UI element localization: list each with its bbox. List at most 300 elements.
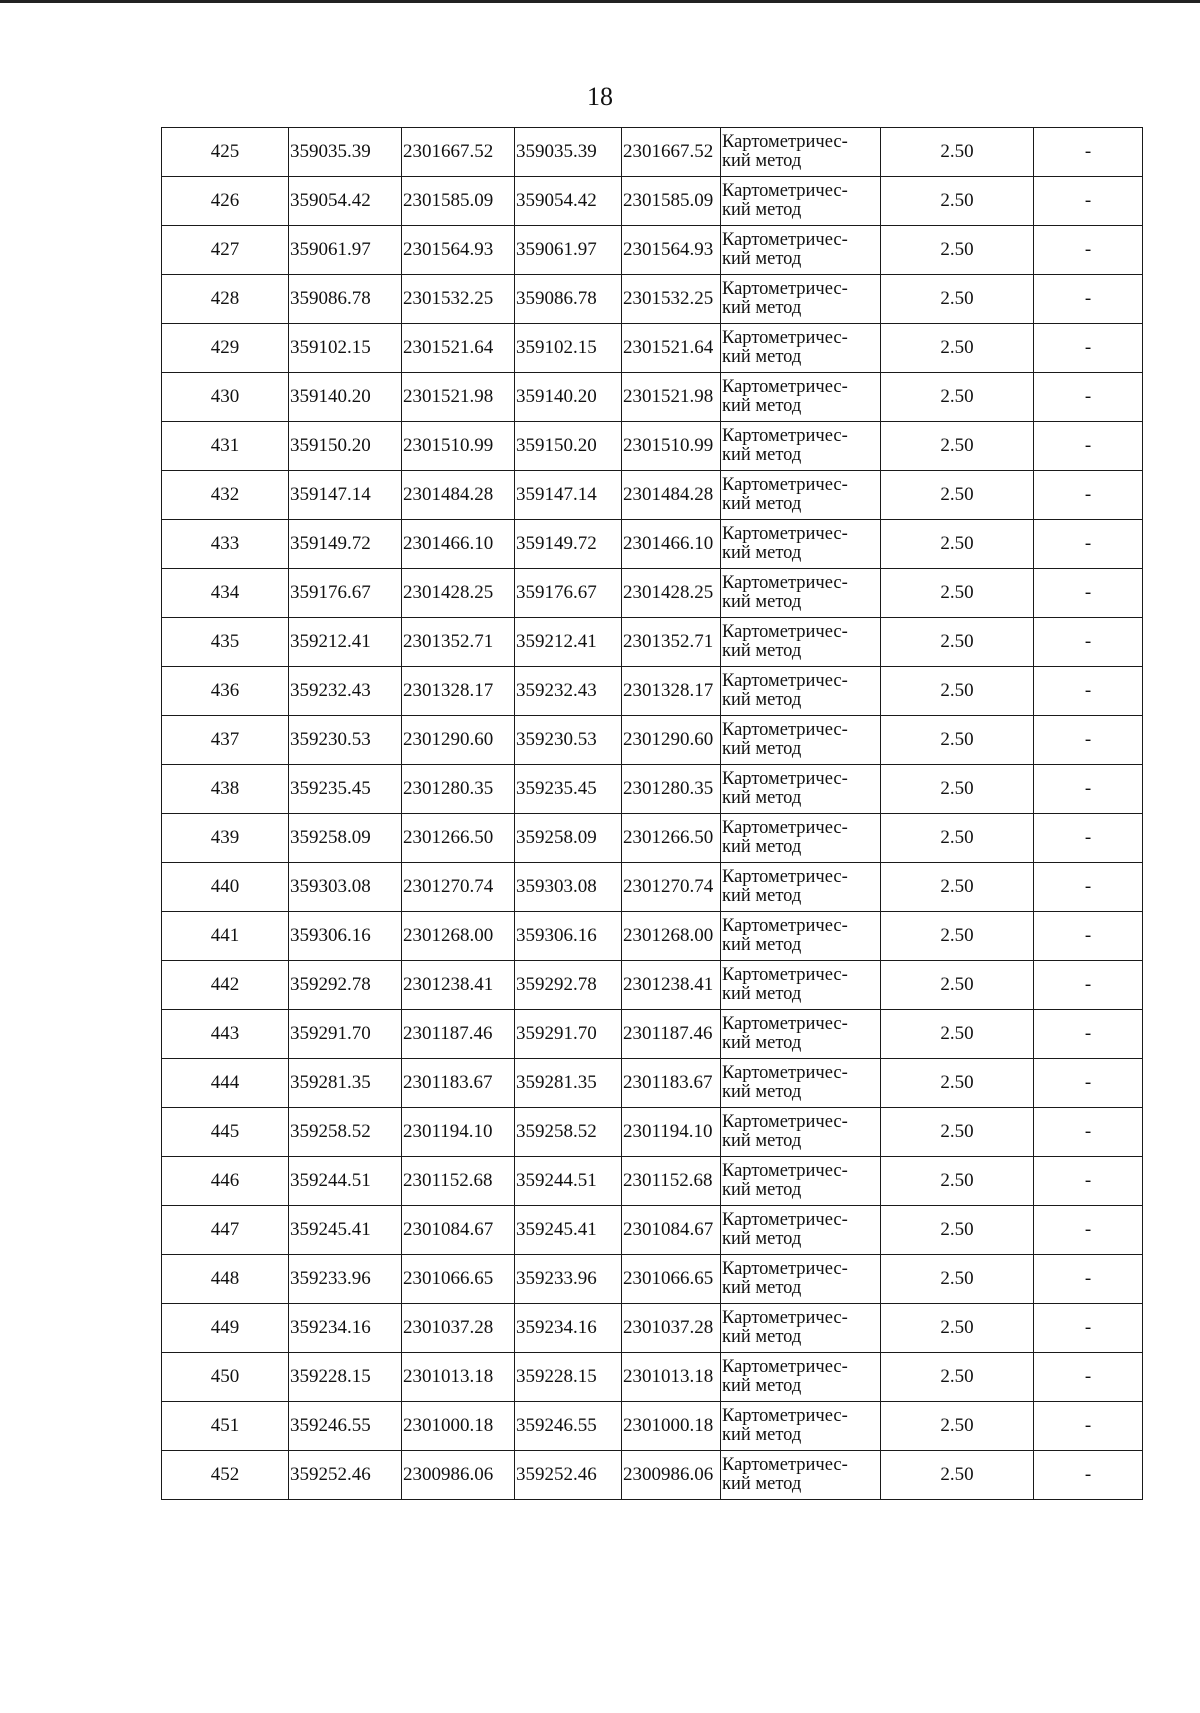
x-refined-cell: 359140.20 (515, 373, 622, 422)
x-existing-cell: 359147.14 (289, 471, 402, 520)
x-existing-cell: 359212.41 (289, 618, 402, 667)
method-line-1: Картометричес- (722, 475, 848, 495)
point-number-cell: 435 (162, 618, 289, 667)
table-row (162, 1206, 1143, 1255)
accuracy-cell: 2.50 (881, 912, 1034, 961)
x-existing-cell: 359258.09 (289, 814, 402, 863)
method-cell (721, 814, 881, 863)
y-existing-cell: 2301521.64 (402, 324, 515, 373)
method-line-1: Картометричес- (722, 1406, 848, 1426)
x-existing-cell: 359176.67 (289, 569, 402, 618)
accuracy-cell: 2.50 (881, 1451, 1034, 1500)
y-existing-cell: 2301000.18 (402, 1402, 515, 1451)
accuracy-cell: 2.50 (881, 275, 1034, 324)
y-refined-cell: 2301000.18 (622, 1402, 721, 1451)
method-line-2: кий метод (722, 1474, 802, 1494)
x-refined-cell: 359086.78 (515, 275, 622, 324)
accuracy-cell: 2.50 (881, 814, 1034, 863)
note-cell: - (1034, 275, 1143, 324)
point-number-cell: 428 (162, 275, 289, 324)
x-existing-cell: 359035.39 (289, 128, 402, 177)
y-refined-cell: 2301667.52 (622, 128, 721, 177)
y-refined-cell: 2301238.41 (622, 961, 721, 1010)
table-row (162, 1451, 1143, 1500)
method-line-2: кий метод (722, 200, 802, 220)
method-line-2: кий метод (722, 788, 802, 808)
y-existing-cell: 2301510.99 (402, 422, 515, 471)
method-cell (721, 1451, 881, 1500)
y-existing-cell: 2301037.28 (402, 1304, 515, 1353)
method-cell (721, 716, 881, 765)
y-existing-cell: 2301194.10 (402, 1108, 515, 1157)
method-line-2: кий метод (722, 151, 802, 171)
method-line-2: кий метод (722, 1033, 802, 1053)
note-cell: - (1034, 373, 1143, 422)
y-refined-cell: 2301084.67 (622, 1206, 721, 1255)
y-existing-cell: 2301270.74 (402, 863, 515, 912)
note-cell: - (1034, 1304, 1143, 1353)
y-existing-cell: 2301466.10 (402, 520, 515, 569)
table-row (162, 1108, 1143, 1157)
accuracy-cell: 2.50 (881, 1353, 1034, 1402)
note-cell: - (1034, 618, 1143, 667)
x-existing-cell: 359292.78 (289, 961, 402, 1010)
x-refined-cell: 359258.09 (515, 814, 622, 863)
note-cell: - (1034, 471, 1143, 520)
note-cell: - (1034, 1451, 1143, 1500)
method-cell (721, 128, 881, 177)
table-row (162, 324, 1143, 373)
y-refined-cell: 2301564.93 (622, 226, 721, 275)
point-number-cell: 450 (162, 1353, 289, 1402)
table-row (162, 1010, 1143, 1059)
method-line-2: кий метод (722, 886, 802, 906)
note-cell: - (1034, 128, 1143, 177)
method-cell (721, 1304, 881, 1353)
accuracy-cell: 2.50 (881, 716, 1034, 765)
method-line-1: Картометричес- (722, 1161, 848, 1181)
x-existing-cell: 359291.70 (289, 1010, 402, 1059)
method-line-2: кий метод (722, 984, 802, 1004)
point-number-cell: 446 (162, 1157, 289, 1206)
table-row (162, 765, 1143, 814)
y-refined-cell: 2301152.68 (622, 1157, 721, 1206)
table-row (162, 814, 1143, 863)
point-number-cell: 430 (162, 373, 289, 422)
x-existing-cell: 359281.35 (289, 1059, 402, 1108)
x-refined-cell: 359246.55 (515, 1402, 622, 1451)
table-row (162, 520, 1143, 569)
x-refined-cell: 359306.16 (515, 912, 622, 961)
method-line-1: Картометричес- (722, 1308, 848, 1328)
y-existing-cell: 2301585.09 (402, 177, 515, 226)
note-cell: - (1034, 324, 1143, 373)
method-cell (721, 1255, 881, 1304)
x-existing-cell: 359054.42 (289, 177, 402, 226)
x-refined-cell: 359212.41 (515, 618, 622, 667)
method-cell (721, 1010, 881, 1059)
accuracy-cell: 2.50 (881, 1157, 1034, 1206)
y-refined-cell: 2301466.10 (622, 520, 721, 569)
method-cell (721, 520, 881, 569)
y-existing-cell: 2301268.00 (402, 912, 515, 961)
method-line-1: Картометричес- (722, 1112, 848, 1132)
note-cell: - (1034, 422, 1143, 471)
point-number-cell: 449 (162, 1304, 289, 1353)
method-line-2: кий метод (722, 1180, 802, 1200)
method-line-2: кий метод (722, 543, 802, 563)
accuracy-cell: 2.50 (881, 1255, 1034, 1304)
note-cell: - (1034, 520, 1143, 569)
table-row (162, 422, 1143, 471)
point-number-cell: 431 (162, 422, 289, 471)
y-refined-cell: 2301290.60 (622, 716, 721, 765)
table-row (162, 1255, 1143, 1304)
x-refined-cell: 359235.45 (515, 765, 622, 814)
table-row (162, 1304, 1143, 1353)
x-refined-cell: 359147.14 (515, 471, 622, 520)
method-line-1: Картометричес- (722, 573, 848, 593)
y-refined-cell: 2301521.64 (622, 324, 721, 373)
point-number-cell: 433 (162, 520, 289, 569)
method-line-2: кий метод (722, 494, 802, 514)
x-existing-cell: 359150.20 (289, 422, 402, 471)
y-existing-cell: 2301667.52 (402, 128, 515, 177)
table-row (162, 1157, 1143, 1206)
accuracy-cell: 2.50 (881, 520, 1034, 569)
x-refined-cell: 359252.46 (515, 1451, 622, 1500)
y-refined-cell: 2301187.46 (622, 1010, 721, 1059)
method-line-1: Картометричес- (722, 1455, 848, 1475)
accuracy-cell: 2.50 (881, 618, 1034, 667)
method-cell (721, 667, 881, 716)
point-number-cell: 443 (162, 1010, 289, 1059)
method-line-2: кий метод (722, 1327, 802, 1347)
y-existing-cell: 2301066.65 (402, 1255, 515, 1304)
page-number: 18 (587, 82, 613, 111)
accuracy-cell: 2.50 (881, 1304, 1034, 1353)
accuracy-cell: 2.50 (881, 1402, 1034, 1451)
method-cell (721, 765, 881, 814)
note-cell: - (1034, 1010, 1143, 1059)
note-cell: - (1034, 667, 1143, 716)
y-existing-cell: 2301352.71 (402, 618, 515, 667)
point-number-cell: 444 (162, 1059, 289, 1108)
method-line-1: Картометричес- (722, 916, 848, 936)
y-existing-cell: 2301280.35 (402, 765, 515, 814)
x-existing-cell: 359303.08 (289, 863, 402, 912)
method-line-1: Картометричес- (722, 769, 848, 789)
accuracy-cell: 2.50 (881, 667, 1034, 716)
point-number-cell: 434 (162, 569, 289, 618)
point-number-cell: 440 (162, 863, 289, 912)
y-refined-cell: 2301484.28 (622, 471, 721, 520)
accuracy-cell: 2.50 (881, 765, 1034, 814)
y-existing-cell: 2300986.06 (402, 1451, 515, 1500)
y-refined-cell: 2301266.50 (622, 814, 721, 863)
accuracy-cell: 2.50 (881, 1108, 1034, 1157)
table-row (162, 716, 1143, 765)
method-cell (721, 422, 881, 471)
method-cell (721, 275, 881, 324)
note-cell: - (1034, 1059, 1143, 1108)
method-line-2: кий метод (722, 298, 802, 318)
method-line-1: Картометричес- (722, 181, 848, 201)
method-cell (721, 961, 881, 1010)
method-line-2: кий метод (722, 837, 802, 857)
method-cell (721, 1108, 881, 1157)
x-existing-cell: 359086.78 (289, 275, 402, 324)
method-line-2: кий метод (722, 1425, 802, 1445)
y-refined-cell: 2301037.28 (622, 1304, 721, 1353)
note-cell: - (1034, 765, 1143, 814)
y-existing-cell: 2301484.28 (402, 471, 515, 520)
accuracy-cell: 2.50 (881, 128, 1034, 177)
point-number-cell: 447 (162, 1206, 289, 1255)
y-refined-cell: 2301194.10 (622, 1108, 721, 1157)
x-existing-cell: 359235.45 (289, 765, 402, 814)
y-existing-cell: 2301238.41 (402, 961, 515, 1010)
x-refined-cell: 359292.78 (515, 961, 622, 1010)
point-number-cell: 441 (162, 912, 289, 961)
x-refined-cell: 359244.51 (515, 1157, 622, 1206)
y-refined-cell: 2301510.99 (622, 422, 721, 471)
note-cell: - (1034, 961, 1143, 1010)
x-refined-cell: 359233.96 (515, 1255, 622, 1304)
y-existing-cell: 2301328.17 (402, 667, 515, 716)
method-line-1: Картометричес- (722, 426, 848, 446)
method-cell (721, 324, 881, 373)
x-existing-cell: 359228.15 (289, 1353, 402, 1402)
method-line-2: кий метод (722, 1229, 802, 1249)
method-line-1: Картометричес- (722, 377, 848, 397)
note-cell: - (1034, 569, 1143, 618)
table-row (162, 275, 1143, 324)
y-existing-cell: 2301187.46 (402, 1010, 515, 1059)
point-number-cell: 427 (162, 226, 289, 275)
method-cell (721, 863, 881, 912)
y-refined-cell: 2301521.98 (622, 373, 721, 422)
method-cell (721, 569, 881, 618)
method-cell (721, 471, 881, 520)
x-refined-cell: 359303.08 (515, 863, 622, 912)
y-refined-cell: 2301013.18 (622, 1353, 721, 1402)
y-existing-cell: 2301532.25 (402, 275, 515, 324)
accuracy-cell: 2.50 (881, 324, 1034, 373)
point-number-cell: 451 (162, 1402, 289, 1451)
method-line-1: Картометричес- (722, 230, 848, 250)
method-cell (721, 226, 881, 275)
point-number-cell: 438 (162, 765, 289, 814)
y-refined-cell: 2301183.67 (622, 1059, 721, 1108)
table-row (162, 912, 1143, 961)
point-number-cell: 452 (162, 1451, 289, 1500)
method-line-2: кий метод (722, 592, 802, 612)
accuracy-cell: 2.50 (881, 422, 1034, 471)
method-line-1: Картометричес- (722, 1357, 848, 1377)
y-refined-cell: 2301532.25 (622, 275, 721, 324)
y-existing-cell: 2301521.98 (402, 373, 515, 422)
method-line-2: кий метод (722, 641, 802, 661)
point-number-cell: 439 (162, 814, 289, 863)
method-line-1: Картометричес- (722, 279, 848, 299)
point-number-cell: 448 (162, 1255, 289, 1304)
method-line-1: Картометричес- (722, 622, 848, 642)
method-line-2: кий метод (722, 445, 802, 465)
top-rule (0, 0, 1200, 3)
accuracy-cell: 2.50 (881, 1059, 1034, 1108)
point-number-cell: 445 (162, 1108, 289, 1157)
point-number-cell: 429 (162, 324, 289, 373)
method-line-1: Картометричес- (722, 965, 848, 985)
method-cell (721, 1402, 881, 1451)
y-existing-cell: 2301290.60 (402, 716, 515, 765)
x-refined-cell: 359150.20 (515, 422, 622, 471)
x-existing-cell: 359149.72 (289, 520, 402, 569)
y-refined-cell: 2301280.35 (622, 765, 721, 814)
table-row (162, 569, 1143, 618)
note-cell: - (1034, 1255, 1143, 1304)
table-row (162, 961, 1143, 1010)
x-existing-cell: 359232.43 (289, 667, 402, 716)
coordinates-table (161, 127, 1143, 1500)
note-cell: - (1034, 177, 1143, 226)
accuracy-cell: 2.50 (881, 569, 1034, 618)
method-line-1: Картометричес- (722, 132, 848, 152)
note-cell: - (1034, 1157, 1143, 1206)
method-line-1: Картометричес- (722, 1014, 848, 1034)
y-refined-cell: 2301328.17 (622, 667, 721, 716)
note-cell: - (1034, 1206, 1143, 1255)
x-refined-cell: 359258.52 (515, 1108, 622, 1157)
table-row (162, 373, 1143, 422)
x-refined-cell: 359230.53 (515, 716, 622, 765)
y-refined-cell: 2301268.00 (622, 912, 721, 961)
method-line-1: Картометричес- (722, 328, 848, 348)
note-cell: - (1034, 1402, 1143, 1451)
method-line-1: Картометричес- (722, 671, 848, 691)
method-cell (721, 1353, 881, 1402)
x-refined-cell: 359234.16 (515, 1304, 622, 1353)
accuracy-cell: 2.50 (881, 1010, 1034, 1059)
method-line-2: кий метод (722, 396, 802, 416)
x-refined-cell: 359176.67 (515, 569, 622, 618)
method-cell (721, 618, 881, 667)
point-number-cell: 437 (162, 716, 289, 765)
table-row (162, 471, 1143, 520)
method-line-2: кий метод (722, 739, 802, 759)
accuracy-cell: 2.50 (881, 177, 1034, 226)
x-existing-cell: 359230.53 (289, 716, 402, 765)
point-number-cell: 426 (162, 177, 289, 226)
x-existing-cell: 359061.97 (289, 226, 402, 275)
method-line-1: Картометричес- (722, 1063, 848, 1083)
x-refined-cell: 359035.39 (515, 128, 622, 177)
y-refined-cell: 2301270.74 (622, 863, 721, 912)
x-existing-cell: 359233.96 (289, 1255, 402, 1304)
method-line-1: Картометричес- (722, 818, 848, 838)
x-existing-cell: 359252.46 (289, 1451, 402, 1500)
table-row (162, 1059, 1143, 1108)
method-cell (721, 1157, 881, 1206)
y-refined-cell: 2301066.65 (622, 1255, 721, 1304)
method-line-2: кий метод (722, 1376, 802, 1396)
method-line-2: кий метод (722, 347, 802, 367)
table-row (162, 177, 1143, 226)
y-refined-cell: 2301352.71 (622, 618, 721, 667)
method-cell (721, 177, 881, 226)
x-existing-cell: 359244.51 (289, 1157, 402, 1206)
x-existing-cell: 359140.20 (289, 373, 402, 422)
y-existing-cell: 2301084.67 (402, 1206, 515, 1255)
x-existing-cell: 359245.41 (289, 1206, 402, 1255)
table-row (162, 667, 1143, 716)
accuracy-cell: 2.50 (881, 863, 1034, 912)
accuracy-cell: 2.50 (881, 961, 1034, 1010)
accuracy-cell: 2.50 (881, 373, 1034, 422)
y-existing-cell: 2301564.93 (402, 226, 515, 275)
method-line-2: кий метод (722, 1131, 802, 1151)
method-line-1: Картометричес- (722, 1210, 848, 1230)
accuracy-cell: 2.50 (881, 471, 1034, 520)
x-refined-cell: 359291.70 (515, 1010, 622, 1059)
method-line-2: кий метод (722, 1278, 802, 1298)
method-cell (721, 373, 881, 422)
accuracy-cell: 2.50 (881, 226, 1034, 275)
table-row (162, 128, 1143, 177)
x-refined-cell: 359232.43 (515, 667, 622, 716)
table-row (162, 618, 1143, 667)
x-existing-cell: 359306.16 (289, 912, 402, 961)
table-row (162, 226, 1143, 275)
note-cell: - (1034, 814, 1143, 863)
note-cell: - (1034, 912, 1143, 961)
table-row (162, 1402, 1143, 1451)
y-refined-cell: 2301428.25 (622, 569, 721, 618)
method-line-2: кий метод (722, 1082, 802, 1102)
method-cell (721, 912, 881, 961)
accuracy-cell: 2.50 (881, 1206, 1034, 1255)
x-refined-cell: 359228.15 (515, 1353, 622, 1402)
point-number-cell: 442 (162, 961, 289, 1010)
point-number-cell: 436 (162, 667, 289, 716)
point-number-cell: 432 (162, 471, 289, 520)
y-existing-cell: 2301183.67 (402, 1059, 515, 1108)
note-cell: - (1034, 1353, 1143, 1402)
method-line-1: Картометричес- (722, 867, 848, 887)
note-cell: - (1034, 1108, 1143, 1157)
method-line-2: кий метод (722, 935, 802, 955)
method-line-1: Картометричес- (722, 524, 848, 544)
x-existing-cell: 359102.15 (289, 324, 402, 373)
y-existing-cell: 2301428.25 (402, 569, 515, 618)
x-existing-cell: 359234.16 (289, 1304, 402, 1353)
method-line-2: кий метод (722, 249, 802, 269)
x-refined-cell: 359281.35 (515, 1059, 622, 1108)
x-refined-cell: 359061.97 (515, 226, 622, 275)
method-line-1: Картометричес- (722, 720, 848, 740)
table-row (162, 863, 1143, 912)
x-refined-cell: 359149.72 (515, 520, 622, 569)
method-line-2: кий метод (722, 690, 802, 710)
x-existing-cell: 359246.55 (289, 1402, 402, 1451)
method-cell (721, 1059, 881, 1108)
x-existing-cell: 359258.52 (289, 1108, 402, 1157)
x-refined-cell: 359245.41 (515, 1206, 622, 1255)
method-line-1: Картометричес- (722, 1259, 848, 1279)
y-existing-cell: 2301266.50 (402, 814, 515, 863)
x-refined-cell: 359102.15 (515, 324, 622, 373)
